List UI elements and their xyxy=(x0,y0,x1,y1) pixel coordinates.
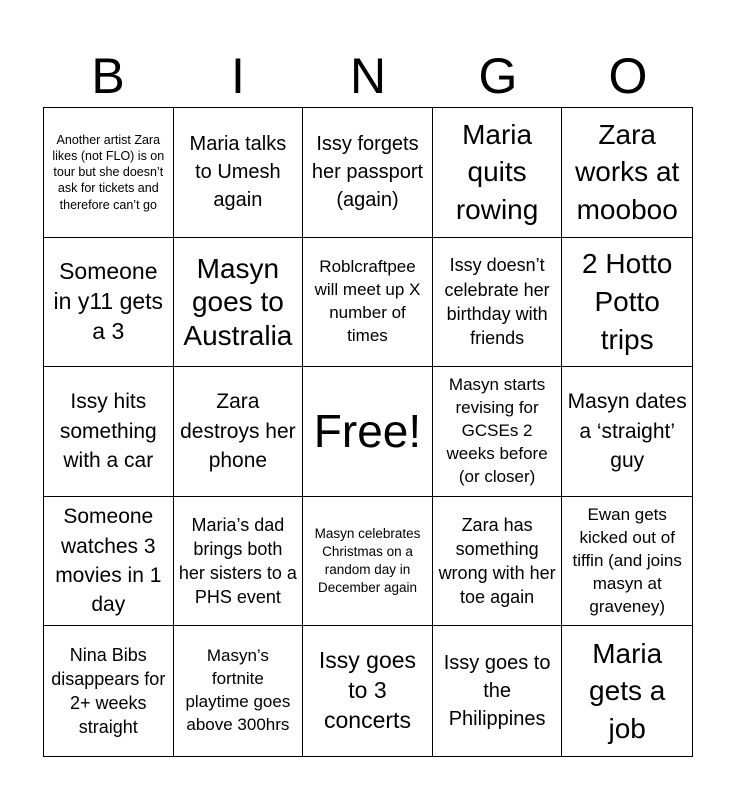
bingo-cell-r4c3[interactable]: Masyn celebrates Christmas on a random day in December again xyxy=(303,497,433,627)
bingo-cell-r4c1[interactable]: Someone watches 3 movies in 1 day xyxy=(44,497,174,627)
title-letter-o: O xyxy=(608,48,648,104)
bingo-cell-r1c5[interactable]: Zara works at mooboo xyxy=(562,108,692,238)
bingo-cell-r5c5[interactable]: Maria gets a job xyxy=(589,637,666,745)
bingo-cell-r3c2[interactable]: Zara destroys her phone xyxy=(174,367,304,497)
bingo-cell-r3c1[interactable]: Issy hits something with a car xyxy=(44,367,174,497)
bingo-cell-r5c1[interactable]: Nina Bibs disappears for 2+ weeks straight xyxy=(44,626,174,756)
bingo-cell-r1c4[interactable]: Maria quits rowing xyxy=(433,108,563,238)
bingo-cell-r1c3[interactable]: Issy forgets her passport (again) xyxy=(303,108,433,238)
bingo-cell-r4c5[interactable]: Ewan gets kicked out of tiffin (and joins masyn at graveney) xyxy=(562,497,692,627)
bingo-cell-r2c3[interactable]: Roblcraftpee will meet up X number of times xyxy=(303,238,433,368)
bingo-cell-r2c5[interactable]: 2 Hotto Potto trips xyxy=(562,238,692,368)
bingo-cell-r3c5[interactable]: Masyn dates a ‘straight’ guy xyxy=(562,367,692,497)
bingo-cell-r1c2[interactable]: Maria talks to Umesh again xyxy=(174,108,304,238)
title-letter-i: I xyxy=(231,48,245,104)
bingo-cell-r2c4[interactable]: Issy doesn’t celebrate her birthday with friends xyxy=(433,238,563,368)
bingo-cell-free[interactable]: Free! xyxy=(303,367,433,497)
bingo-cell-r2c2[interactable]: Masyn goes to Australia xyxy=(174,238,304,368)
bingo-cell-r3c4[interactable]: Masyn starts revising for GCSEs 2 weeks before (or closer) xyxy=(433,367,563,497)
bingo-title xyxy=(43,44,693,108)
bingo-grid xyxy=(43,107,693,757)
bingo-cell-r5c3[interactable]: Issy goes to 3 concerts xyxy=(303,626,433,756)
bingo-cell-r1c1[interactable]: Another artist Zara likes (not FLO) is on tour but she doesn’t ask for tickets and therefore can’t go xyxy=(44,108,174,238)
bingo-cell-r2c1[interactable]: Someone in y11 gets a 3 xyxy=(44,238,174,368)
title-letter-b: B xyxy=(91,48,125,104)
title-letter-n: N xyxy=(349,48,387,104)
bingo-cell-r4c2[interactable]: Maria’s dad brings both her sisters to a PHS event xyxy=(174,497,304,627)
bingo-cell-r5c2[interactable]: Masyn’s fortnite playtime goes above 300hrs xyxy=(174,626,304,756)
bingo-cell-r4c4[interactable]: Zara has something wrong with her toe again xyxy=(433,497,563,627)
bingo-cell-r5c4[interactable]: Issy goes to the Philippines xyxy=(433,626,563,756)
title-letter-g: G xyxy=(478,48,518,104)
